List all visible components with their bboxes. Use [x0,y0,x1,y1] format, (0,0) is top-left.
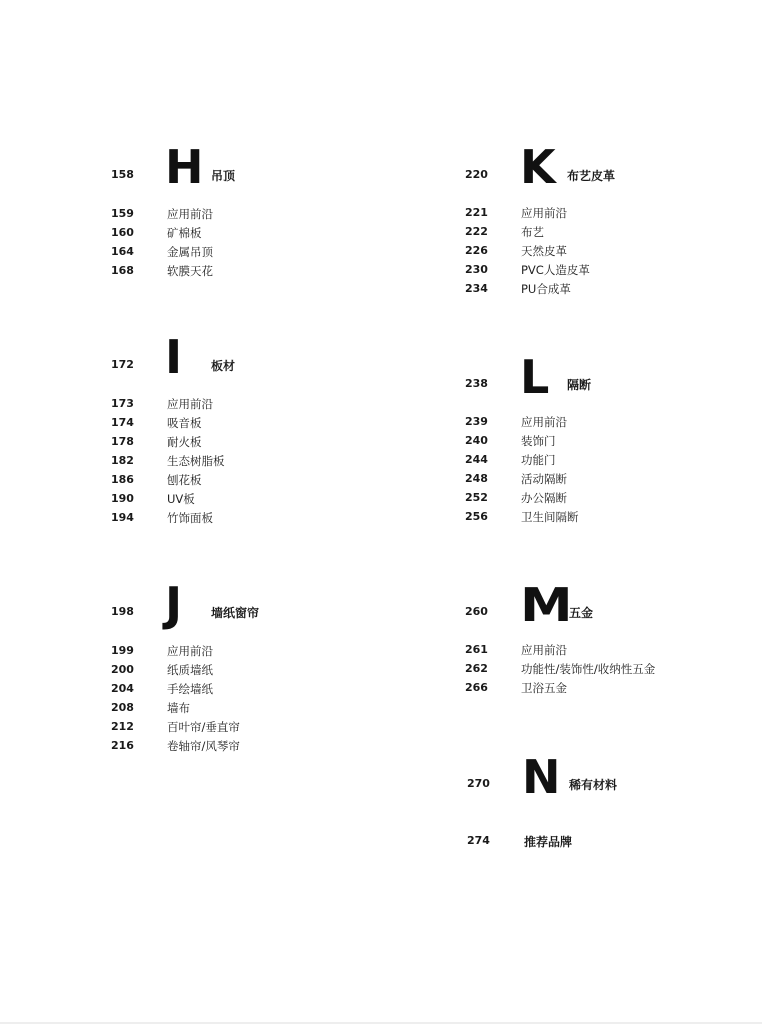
item-page: 216 [111,739,134,752]
item-page: 261 [465,643,488,656]
item-page: 212 [111,720,134,733]
item-page: 178 [111,435,134,448]
item-label: 办公隔断 [521,491,567,505]
item-label: UV板 [167,492,195,506]
item-label: 耐火板 [167,435,202,449]
item-label: 竹饰面板 [167,511,213,525]
item-label: 应用前沿 [521,206,567,220]
section-page-number: 260 [465,605,488,618]
section-page-number: 270 [467,777,490,790]
item-label: 纸质墙纸 [167,663,213,677]
item-page: 164 [111,245,134,258]
section-letter: K [520,140,556,194]
item-label: 生态树脂板 [167,454,225,468]
brands-title[interactable]: 推荐品牌 [524,835,573,849]
item-page: 262 [465,662,488,675]
section-title: 墙纸窗帘 [211,606,260,620]
item-page: 240 [465,434,488,447]
item-label: PU合成革 [521,282,571,296]
item-label: 卫生间隔断 [521,510,579,524]
item-label: 卫浴五金 [521,681,567,695]
item-label: 矿棉板 [167,226,202,240]
item-page: 222 [465,225,488,238]
item-label: 应用前沿 [167,397,213,411]
item-page: 168 [111,264,134,277]
item-label: 软膜天花 [167,264,213,278]
item-page: 234 [465,282,488,295]
item-label: 墙布 [167,701,190,715]
item-page: 182 [111,454,134,467]
item-label: 手绘墙纸 [167,682,213,696]
item-label: 功能门 [521,453,556,467]
item-label: 应用前沿 [521,415,567,429]
item-label: 功能性/装饰性/收纳性五金 [521,662,656,676]
section-letter: H [165,140,204,194]
item-label: PVC人造皮革 [521,263,590,277]
section-title: 五金 [569,606,594,620]
item-label: 布艺 [521,225,544,239]
section-letter: L [520,350,550,404]
item-page: 239 [465,415,488,428]
item-page: 256 [465,510,488,523]
item-label: 天然皮革 [521,244,567,258]
item-page: 252 [465,491,488,504]
item-page: 174 [111,416,134,429]
item-label: 吸音板 [167,416,202,430]
item-label: 应用前沿 [521,643,567,657]
section-title: 布艺皮革 [567,169,616,183]
item-page: 226 [465,244,488,257]
item-label: 金属吊顶 [167,245,213,259]
section-title: 隔断 [567,378,592,392]
section-page-number: 158 [111,168,134,181]
section-letter: M [520,578,573,632]
item-page: 221 [465,206,488,219]
item-page: 200 [111,663,134,676]
section-letter: N [522,750,561,804]
section-page-number: 220 [465,168,488,181]
item-page: 204 [111,682,134,695]
item-label: 应用前沿 [167,207,213,221]
item-label: 百叶帘/垂直帘 [167,720,240,734]
item-page: 194 [111,511,134,524]
section-page-number: 198 [111,605,134,618]
brands-page-number: 274 [467,834,490,847]
item-label: 应用前沿 [167,644,213,658]
item-page: 160 [111,226,134,239]
item-page: 248 [465,472,488,485]
section-letter: I [165,330,183,384]
section-title: 板材 [211,359,236,373]
section-title: 稀有材料 [569,778,618,792]
item-page: 159 [111,207,134,220]
item-page: 266 [465,681,488,694]
section-page-number: 238 [465,377,488,390]
section-title: 吊顶 [211,169,236,183]
item-label: 刨花板 [167,473,202,487]
item-page: 186 [111,473,134,486]
item-label: 活动隔断 [521,472,567,486]
section-page-number: 172 [111,358,134,371]
item-page: 199 [111,644,134,657]
item-label: 卷轴帘/风琴帘 [167,739,240,753]
item-page: 208 [111,701,134,714]
item-page: 190 [111,492,134,505]
section-letter: J [165,577,183,631]
item-page: 230 [465,263,488,276]
item-label: 装饰门 [521,434,556,448]
item-page: 173 [111,397,134,410]
item-page: 244 [465,453,488,466]
